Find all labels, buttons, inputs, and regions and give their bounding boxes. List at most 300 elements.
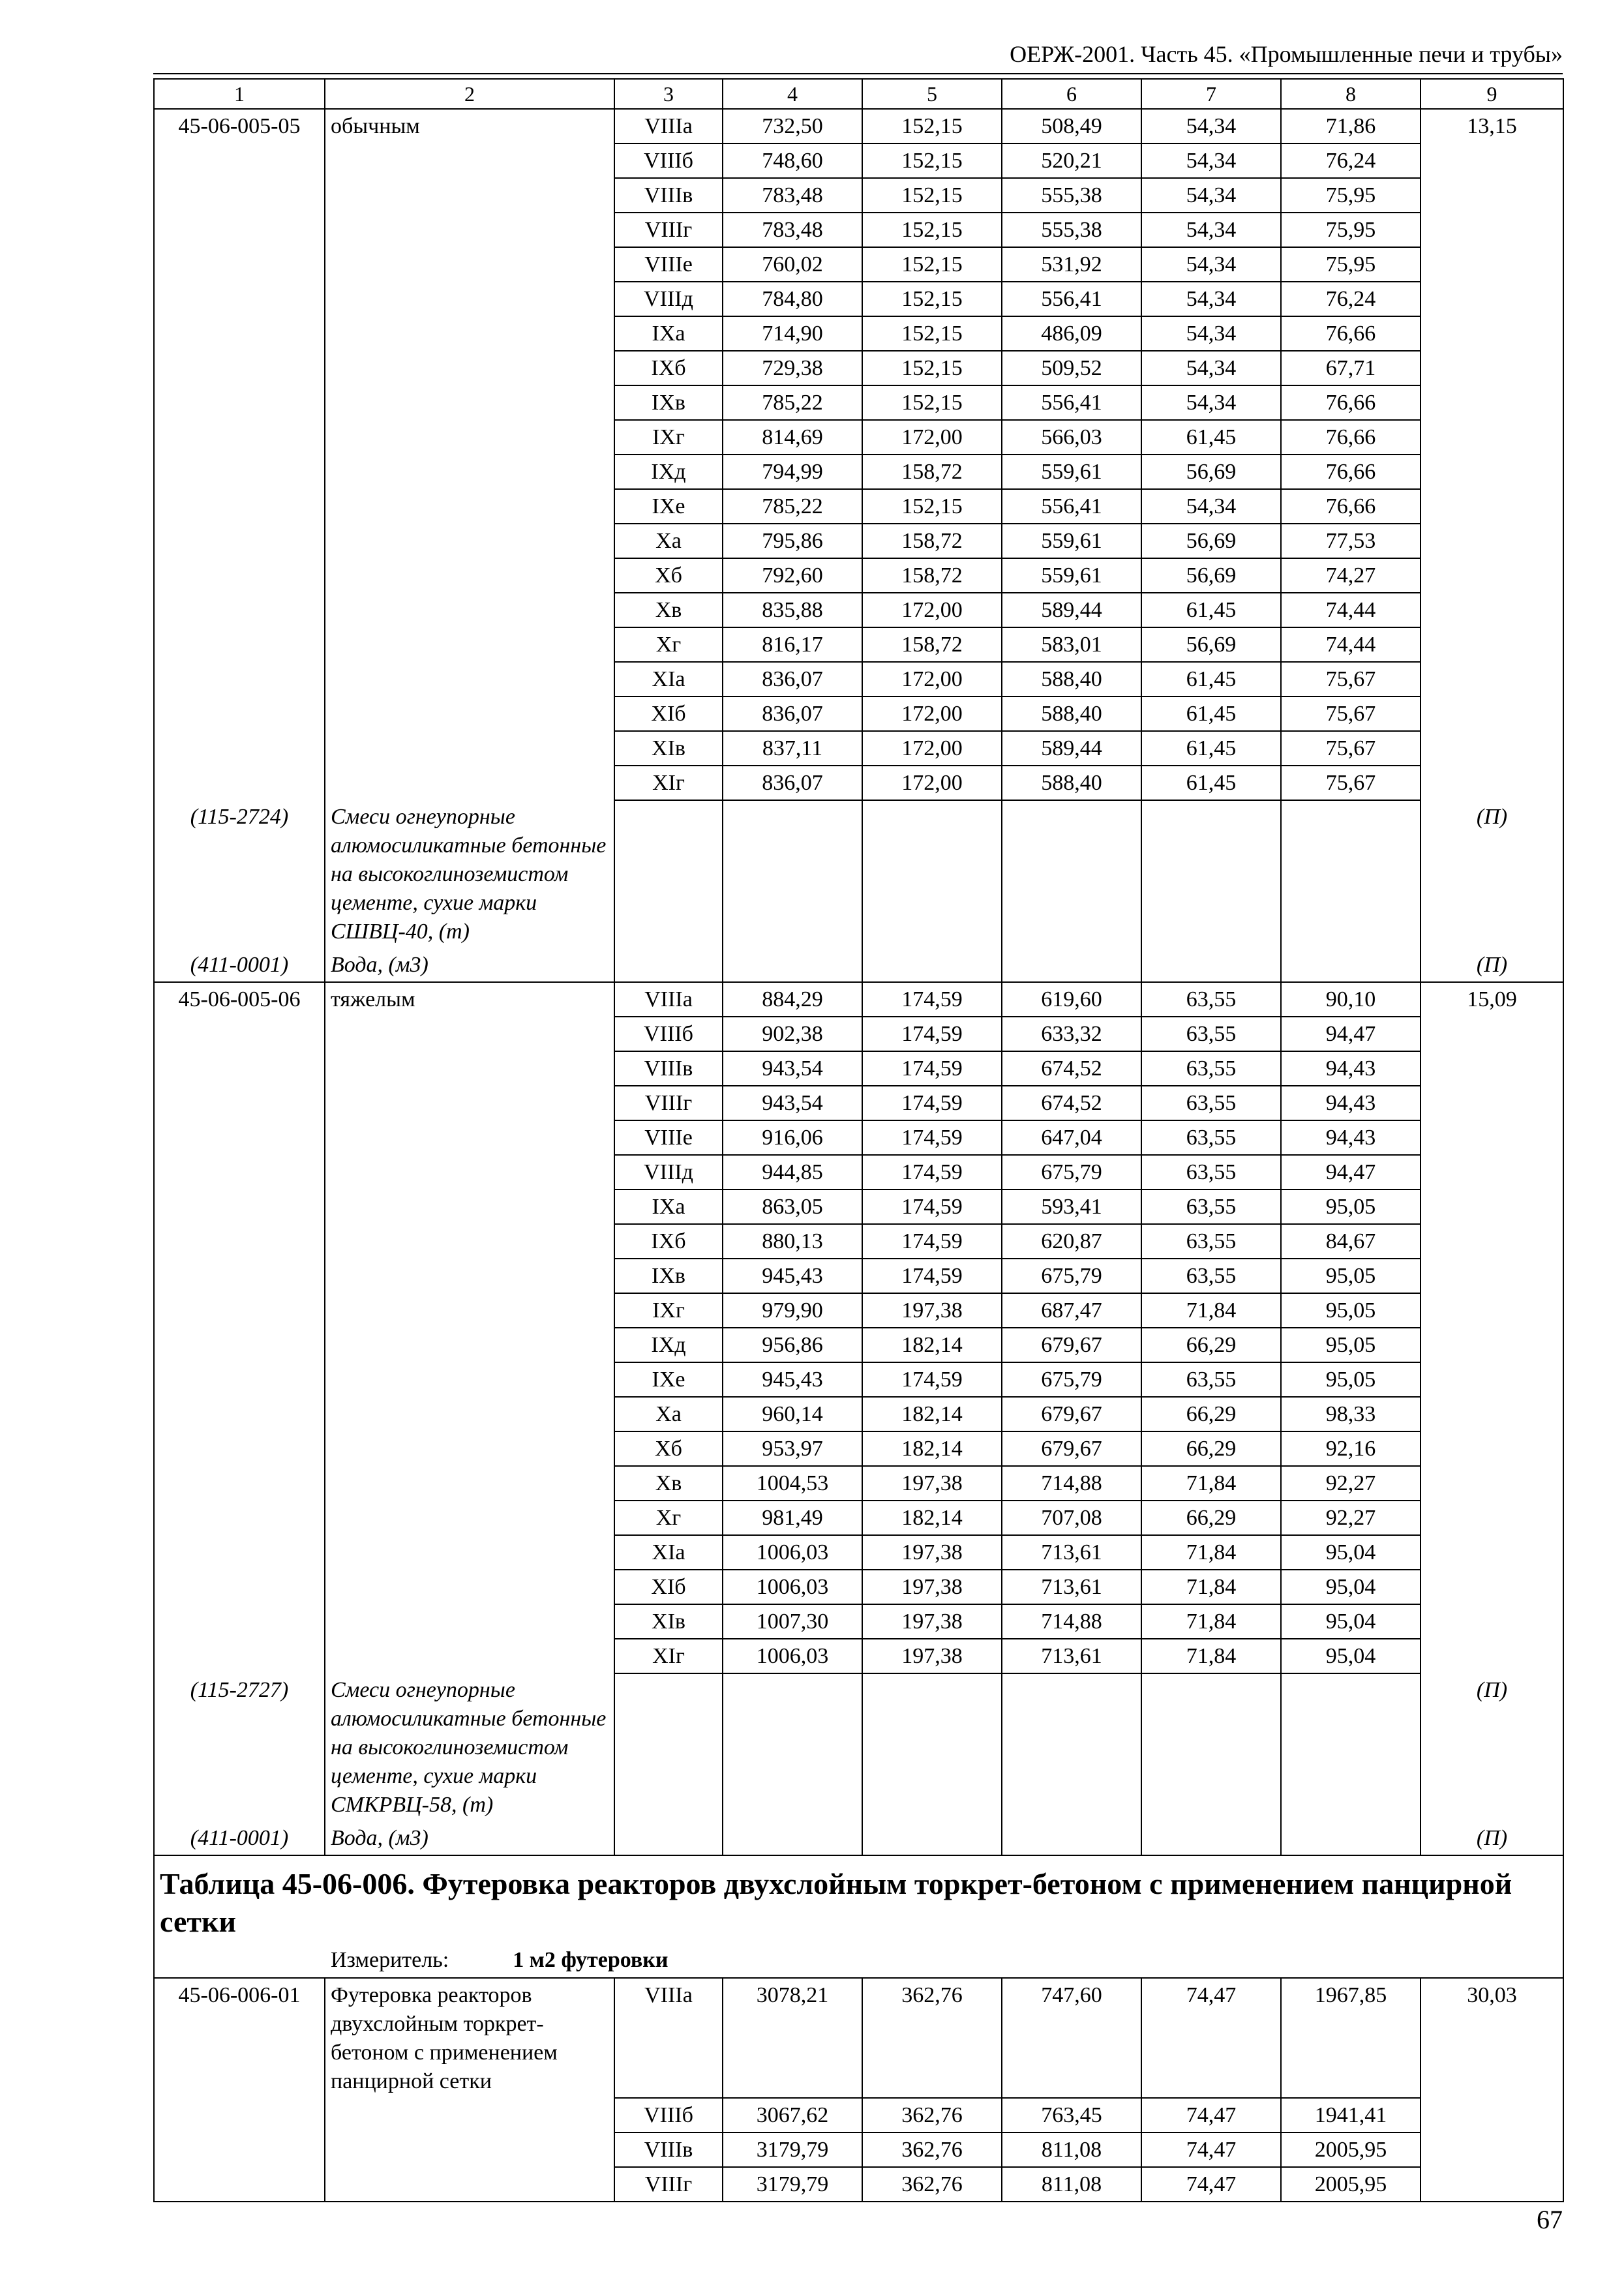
empty-cell [154,2132,325,2167]
zone-cell: IXб [614,1224,723,1259]
empty-cell [1281,1673,1421,1821]
position-code: 45-06-005-05 [154,109,325,143]
value-cell: 63,55 [1141,1224,1281,1259]
empty-cell [1421,213,1563,247]
column-number: 7 [1141,79,1281,109]
value-cell: 945,43 [723,1362,862,1397]
empty-cell [1421,1362,1563,1397]
value-cell: 811,08 [1002,2132,1141,2167]
value-cell: 63,55 [1141,1189,1281,1224]
zone-cell: IXв [614,1259,723,1293]
value-cell: 66,29 [1141,1501,1281,1535]
value-cell: 92,16 [1281,1431,1421,1466]
value-cell: 98,33 [1281,1397,1421,1431]
empty-cell [154,178,325,213]
value-cell: 152,15 [862,143,1002,178]
value-cell: 197,38 [862,1466,1002,1501]
value-cell: 981,49 [723,1501,862,1535]
empty-cell [325,1293,614,1328]
zone-cell: Xа [614,524,723,558]
value-cell: 63,55 [1141,1155,1281,1189]
zone-cell: VIIIв [614,1051,723,1086]
empty-cell [1421,1466,1563,1501]
value-cell: 63,55 [1141,1017,1281,1051]
empty-cell [1421,1120,1563,1155]
value-cell: 583,01 [1002,627,1141,662]
value-cell: 1006,03 [723,1535,862,1570]
table-row [154,178,1563,213]
empty-cell [154,1362,325,1397]
value-cell: 174,59 [862,1189,1002,1224]
empty-cell [1421,1051,1563,1086]
empty-cell [154,1293,325,1328]
value-cell: 54,34 [1141,316,1281,351]
empty-cell [1421,316,1563,351]
value-cell: 916,06 [723,1120,862,1155]
value-cell: 674,52 [1002,1086,1141,1120]
table-row [154,1155,1563,1189]
value-cell: 63,55 [1141,1120,1281,1155]
value-cell: 61,45 [1141,696,1281,731]
value-cell: 816,17 [723,627,862,662]
empty-cell [325,1639,614,1673]
table-row [154,351,1563,385]
empty-cell [325,766,614,800]
empty-cell [325,282,614,316]
empty-cell [154,1466,325,1501]
value-cell: 95,05 [1281,1362,1421,1397]
table-row [154,1328,1563,1362]
value-cell: 95,04 [1281,1639,1421,1673]
value-cell: 943,54 [723,1051,862,1086]
zone-cell: IXд [614,455,723,489]
value-cell: 620,87 [1002,1224,1141,1259]
value-cell: 593,41 [1002,1189,1141,1224]
zone-cell: VIIIе [614,247,723,282]
empty-cell [154,1535,325,1570]
empty-cell [154,455,325,489]
value-cell: 54,34 [1141,213,1281,247]
empty-cell [1421,1397,1563,1431]
value-cell: 675,79 [1002,1155,1141,1189]
zone-cell: VIIIг [614,2167,723,2202]
empty-cell [154,1501,325,1535]
empty-cell [325,662,614,696]
meter-row [154,1943,1563,1978]
zone-cell: VIIIв [614,178,723,213]
value-cell: 61,45 [1141,420,1281,455]
value-cell: 66,29 [1141,1397,1281,1431]
empty-cell [1421,1017,1563,1051]
table-row [154,2132,1563,2167]
empty-cell [1141,800,1281,948]
empty-cell [154,282,325,316]
empty-cell [723,1821,862,1855]
table-row [154,2098,1563,2132]
resource-name: Смеси огнеупорные алюмосиликатные бетонные на высокоглиноземистом цементе, сухие марки СМКРВЦ-58, (т) [325,1673,614,1821]
empty-cell [1421,662,1563,696]
value-cell: 714,90 [723,316,862,351]
value-cell: 182,14 [862,1501,1002,1535]
table-row [154,420,1563,455]
zone-cell: VIIIа [614,1978,723,2098]
value-cell: 197,38 [862,1293,1002,1328]
value-cell: 174,59 [862,1086,1002,1120]
value-cell: 61,45 [1141,662,1281,696]
value-cell: 174,59 [862,982,1002,1017]
table-row [154,696,1563,731]
empty-cell [154,420,325,455]
value-cell: 76,24 [1281,282,1421,316]
value-cell: 174,59 [862,1120,1002,1155]
value-cell: 54,34 [1141,385,1281,420]
value-cell: 182,14 [862,1431,1002,1466]
value-cell: 884,29 [723,982,862,1017]
value-cell: 74,47 [1141,2132,1281,2167]
table-row [154,1293,1563,1328]
value-cell: 555,38 [1002,213,1141,247]
column-number: 4 [723,79,862,109]
value-cell: 158,72 [862,455,1002,489]
empty-cell [1421,455,1563,489]
empty-cell [1141,1673,1281,1821]
empty-cell [614,948,723,982]
value-cell: 54,34 [1141,282,1281,316]
zone-cell: Xб [614,558,723,593]
empty-cell [1421,593,1563,627]
zone-cell: VIIIа [614,982,723,1017]
price-table-page [153,78,1563,2202]
empty-cell [1281,800,1421,948]
empty-cell [154,316,325,351]
value-cell: 732,50 [723,109,862,143]
empty-cell [1141,948,1281,982]
value-cell: 56,69 [1141,455,1281,489]
value-cell: 174,59 [862,1155,1002,1189]
value-cell: 674,52 [1002,1051,1141,1086]
value-cell: 56,69 [1141,558,1281,593]
value-cell: 559,61 [1002,455,1141,489]
resource-name: Смеси огнеупорные алюмосиликатные бетонные на высокоглиноземистом цементе, сухие марки СШВЦ-40, (т) [325,800,614,948]
zone-cell: Xг [614,1501,723,1535]
header-rule [153,73,1563,74]
empty-cell [325,213,614,247]
table-row [154,1604,1563,1639]
value-cell: 54,34 [1141,351,1281,385]
value-cell: 1006,03 [723,1570,862,1604]
empty-cell [154,1328,325,1362]
value-cell: 75,67 [1281,696,1421,731]
zone-cell: IXг [614,420,723,455]
column-number: 5 [862,79,1002,109]
empty-cell [1421,731,1563,766]
value-cell: 2005,95 [1281,2167,1421,2202]
table-row [154,1639,1563,1673]
value-cell: 362,76 [862,2167,1002,2202]
empty-cell [325,1051,614,1086]
table-row [154,282,1563,316]
value-cell: 174,59 [862,1224,1002,1259]
empty-cell [325,1155,614,1189]
empty-cell [325,489,614,524]
empty-cell [1421,1086,1563,1120]
empty-cell [325,455,614,489]
table-row [154,385,1563,420]
value-cell: 61,45 [1141,766,1281,800]
empty-cell [325,1017,614,1051]
empty-cell [154,385,325,420]
resource-mark: (П) [1421,800,1563,948]
empty-cell [154,1431,325,1466]
empty-cell [325,524,614,558]
empty-cell [325,696,614,731]
empty-cell [154,1224,325,1259]
table-row [154,1051,1563,1086]
value-cell: 71,84 [1141,1293,1281,1328]
empty-cell [154,558,325,593]
value-cell: 172,00 [862,731,1002,766]
zone-cell: Xв [614,1466,723,1501]
zone-cell: IXб [614,351,723,385]
empty-cell [154,1639,325,1673]
empty-cell [1421,2132,1563,2167]
table-row [154,109,1563,143]
empty-cell [862,1821,1002,1855]
zone-cell: XIг [614,766,723,800]
empty-cell [1421,1155,1563,1189]
empty-cell [1281,948,1421,982]
value-cell: 77,53 [1281,524,1421,558]
value-cell: 362,76 [862,2132,1002,2167]
empty-cell [1421,2098,1563,2132]
value-cell: 71,84 [1141,1604,1281,1639]
value-cell: 76,66 [1281,489,1421,524]
value-cell: 75,95 [1281,178,1421,213]
empty-cell [1421,1570,1563,1604]
value-cell: 66,29 [1141,1431,1281,1466]
table-row [154,731,1563,766]
value-cell: 679,67 [1002,1397,1141,1431]
empty-cell [1002,1673,1141,1821]
value-cell: 94,47 [1281,1155,1421,1189]
empty-cell [1002,800,1141,948]
value-cell: 1941,41 [1281,2098,1421,2132]
value-cell: 785,22 [723,385,862,420]
value-cell: 152,15 [862,247,1002,282]
empty-cell [723,1673,862,1821]
zone-cell: XIг [614,1639,723,1673]
table-row [154,247,1563,282]
value-cell: 509,52 [1002,351,1141,385]
table-row [154,1189,1563,1224]
value-cell: 172,00 [862,766,1002,800]
empty-cell [325,351,614,385]
zone-cell: Xв [614,593,723,627]
value-cell: 71,84 [1141,1466,1281,1501]
empty-cell [325,2132,614,2167]
value-cell: 94,47 [1281,1017,1421,1051]
value-cell: 75,95 [1281,247,1421,282]
value-cell: 61,45 [1141,593,1281,627]
value-cell: 197,38 [862,1604,1002,1639]
table-row [154,143,1563,178]
zone-cell: VIIIб [614,143,723,178]
value-cell: 902,38 [723,1017,862,1051]
zone-cell: IXв [614,385,723,420]
value-cell: 811,08 [1002,2167,1141,2202]
value-cell: 67,71 [1281,351,1421,385]
value-cell: 76,66 [1281,385,1421,420]
empty-cell [325,1535,614,1570]
value-cell: 92,27 [1281,1501,1421,1535]
zone-cell: IXа [614,316,723,351]
value-cell: 679,67 [1002,1431,1141,1466]
value-cell: 54,34 [1141,109,1281,143]
value-cell: 714,88 [1002,1466,1141,1501]
value-cell: 760,02 [723,247,862,282]
value-cell: 66,29 [1141,1328,1281,1362]
value-cell: 95,05 [1281,1328,1421,1362]
resource-code: (411-0001) [154,948,325,982]
value-cell: 74,27 [1281,558,1421,593]
empty-cell [154,1570,325,1604]
value-cell: 729,38 [723,351,862,385]
empty-cell [614,1821,723,1855]
value-cell: 362,76 [862,2098,1002,2132]
empty-cell [154,2167,325,2202]
value-cell: 158,72 [862,558,1002,593]
table-row [154,1466,1563,1501]
value-cell: 63,55 [1141,1259,1281,1293]
value-cell: 95,04 [1281,1535,1421,1570]
zone-cell: VIIIв [614,2132,723,2167]
table-row [154,1978,1563,2098]
value-cell: 747,60 [1002,1978,1141,2098]
value-cell: 556,41 [1002,489,1141,524]
empty-cell [1421,143,1563,178]
empty-cell [1421,627,1563,662]
table-row [154,1397,1563,1431]
value-cell: 152,15 [862,489,1002,524]
value-cell: 588,40 [1002,696,1141,731]
value-cell: 835,88 [723,593,862,627]
value-cell: 197,38 [862,1535,1002,1570]
table-row [154,662,1563,696]
value-cell: 953,97 [723,1431,862,1466]
empty-cell [1421,1328,1563,1362]
value-cell: 63,55 [1141,1051,1281,1086]
empty-cell [154,627,325,662]
empty-cell [154,351,325,385]
value-cell: 54,34 [1141,143,1281,178]
empty-cell [325,1189,614,1224]
empty-cell [154,524,325,558]
table-row [154,2167,1563,2202]
value-cell: 679,67 [1002,1328,1141,1362]
empty-cell [1421,1501,1563,1535]
zone-cell: XIб [614,696,723,731]
value-cell: 63,55 [1141,982,1281,1017]
zone-cell: Xа [614,1397,723,1431]
value-cell: 76,66 [1281,455,1421,489]
column-number-row [154,79,1563,109]
value-cell: 74,47 [1141,2167,1281,2202]
position-name: тяжелым [325,982,614,1017]
table-title: Таблица 45-06-006. Футеровка реакторов двухслойным торкрет-бетоном с применением панцирной сетки [154,1855,1563,1943]
resource-code: (411-0001) [154,1821,325,1855]
empty-cell [325,731,614,766]
empty-cell [325,1570,614,1604]
resource-code: (115-2727) [154,1673,325,1821]
value-cell: 74,44 [1281,627,1421,662]
value-cell: 687,47 [1002,1293,1141,1328]
empty-cell [154,2098,325,2132]
value-cell: 172,00 [862,662,1002,696]
table-row [154,1501,1563,1535]
value-cell: 56,69 [1141,524,1281,558]
value-cell: 3179,79 [723,2132,862,2167]
empty-cell [1421,351,1563,385]
value-cell: 559,61 [1002,558,1141,593]
empty-cell [154,247,325,282]
empty-cell [862,800,1002,948]
empty-cell [325,1086,614,1120]
value-cell: 152,15 [862,109,1002,143]
empty-cell [1281,1821,1421,1855]
empty-cell [325,1501,614,1535]
zone-cell: VIIIг [614,1086,723,1120]
value-cell: 95,04 [1281,1604,1421,1639]
empty-cell [614,800,723,948]
value-cell: 95,04 [1281,1570,1421,1604]
empty-cell [325,2167,614,2202]
value-cell: 508,49 [1002,109,1141,143]
zone-cell: XIб [614,1570,723,1604]
empty-cell [1421,696,1563,731]
value-cell: 158,72 [862,524,1002,558]
zone-cell: IXе [614,489,723,524]
value-cell: 1006,03 [723,1639,862,1673]
zone-cell: VIIIа [614,109,723,143]
value-cell: 713,61 [1002,1570,1141,1604]
zone-cell: XIв [614,1604,723,1639]
empty-cell [154,696,325,731]
table-row [154,1431,1563,1466]
table-row [154,524,1563,558]
value-cell: 63,55 [1141,1086,1281,1120]
value-cell: 748,60 [723,143,862,178]
table-row [154,593,1563,627]
value-cell: 785,22 [723,489,862,524]
empty-cell [154,766,325,800]
zone-cell: VIIIб [614,1017,723,1051]
empty-cell [1002,948,1141,982]
value-cell: 589,44 [1002,593,1141,627]
value-cell: 943,54 [723,1086,862,1120]
value-cell: 75,67 [1281,731,1421,766]
position-name: Футеровка реакторов двухслойным торкрет-бетоном с применением панцирной сетки [325,1978,614,2098]
empty-cell [1421,524,1563,558]
meter-label: Измеритель: [331,1948,449,1972]
col9-value: 15,09 [1421,982,1563,1017]
empty-cell [1421,178,1563,213]
value-cell: 61,45 [1141,731,1281,766]
column-number: 3 [614,79,723,109]
zone-cell: Xб [614,1431,723,1466]
empty-cell [154,1017,325,1051]
empty-cell [325,1224,614,1259]
value-cell: 172,00 [862,593,1002,627]
